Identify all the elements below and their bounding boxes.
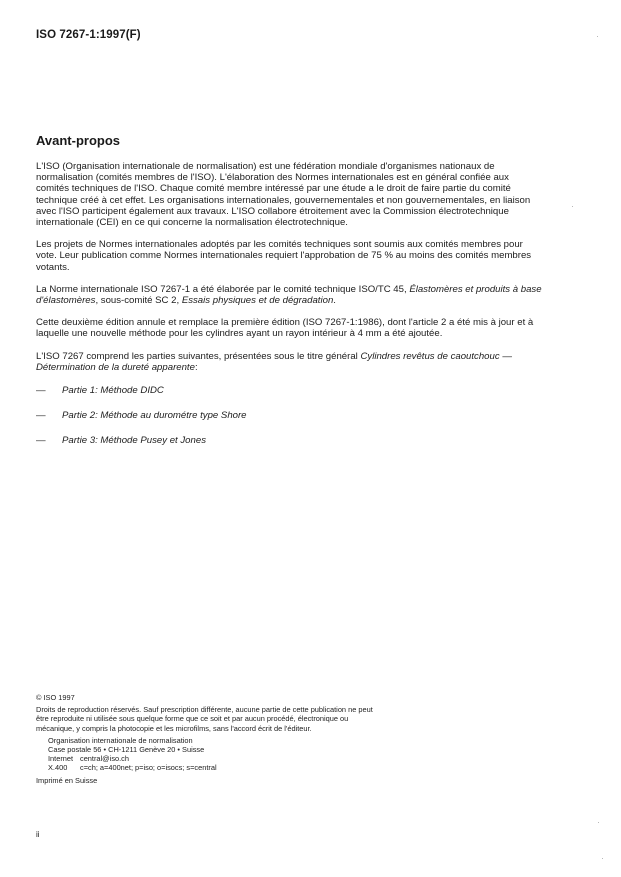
x400-value: c=ch; a=400net; p=iso; o=isocs; s=central <box>80 763 217 773</box>
organization-name: Organisation internationale de normalisation <box>48 735 193 745</box>
paragraph-edition: Cette deuxième édition annule et remplace la première édition (ISO 7267-1:1986), dont l'article 2 a été mis à jour et à laquelle une nouvelle méthode pour les cylindres ayant un rayon intérieur à 4 mm a été ajoutée. <box>36 317 534 340</box>
parts-intro-start: L'ISO 7267 comprend les parties suivantes, présentées sous le titre général <box>36 350 361 362</box>
list-dash: — <box>36 410 46 422</box>
postal-address: Case postale 56 • CH-1211 Genève 20 • Suisse <box>48 745 205 755</box>
parts-list <box>36 385 542 447</box>
list-item <box>36 435 542 446</box>
paragraph-voting: Les projets de Normes internationales adoptés par les comités techniques sont soumis aux comités membres pour vote. Leur publication comme Normes internationales requiert l'approbation de 75 % au moins des comités membres votants. <box>36 239 532 273</box>
part-label: Partie 1: Méthode DIDC <box>62 385 164 397</box>
section-heading: Avant-propos <box>36 133 121 148</box>
publisher-address <box>48 736 386 773</box>
scan-speck <box>602 858 603 859</box>
committee-text-start: La Norme internationale ISO 7267-1 a été élaborée par le comité technique ISO/TC 45, <box>36 283 410 295</box>
general-title: Cylindres revêtus de caoutchouc — Détermination de la dureté apparente <box>36 350 512 373</box>
document-id: ISO 7267-1:1997(F) <box>36 29 141 41</box>
parts-intro-end: : <box>194 361 198 373</box>
page-number: ii <box>36 830 40 839</box>
list-item <box>36 385 542 396</box>
committee-title: Élastomères et produits à base d'élastomères <box>36 283 542 307</box>
x400-row <box>48 763 386 772</box>
copyright-line: © ISO 1997 <box>36 693 75 702</box>
foreword-body <box>36 161 542 461</box>
internet-row <box>48 754 386 763</box>
internet-label: Internet <box>48 754 74 764</box>
scan-speck <box>572 206 573 207</box>
printed-in: Imprimé en Suisse <box>36 775 98 785</box>
committee-text-end: . <box>333 295 336 307</box>
x400-label: X.400 <box>48 763 68 773</box>
rights-notice: Droits de reproduction réservés. Sauf prescription différente, aucune partie de cette publication ne peut être reproduite ni utilisée sous quelque forme que ce soit et par aucun procédé, électronique ou mécanique, y compris la photocopie et les microfilms, sans l'accord écrit de l'éditeur. <box>36 705 373 733</box>
committee-text-mid: , sous-comité SC 2, <box>95 295 182 307</box>
subcommittee-title: Essais physiques et de dégradation <box>181 295 334 307</box>
scan-speck <box>597 36 598 37</box>
list-dash: — <box>36 385 46 397</box>
paragraph-iso-intro: L'ISO (Organisation internationale de normalisation) est une fédération mondiale d'organismes nationaux de normalisation (comités membres de l'ISO). L'élaboration des Normes internationales est en général confiée aux comités techniques de l'ISO. Chaque comité membre intéressé par une étude a le droit de faire partie du comité technique créé à cet effet. Les organisations internationales, gouvernementales et non gouvernementales, en liaison avec l'ISO participent également aux travaux. L'ISO collabore étroitement avec la Commission électrotechnique internationale (CEI) en ce qui concerne la normalisation électrotechnique. <box>36 161 531 229</box>
list-dash: — <box>36 435 46 447</box>
part-label: Partie 2: Méthode au durométre type Shore <box>62 410 247 422</box>
paragraph-committee <box>36 284 542 306</box>
part-label: Partie 3: Méthode Pusey et Jones <box>62 435 206 447</box>
internet-value: central@iso.ch <box>80 754 129 764</box>
list-item <box>36 410 542 421</box>
copyright-block <box>36 693 386 785</box>
paragraph-parts-intro <box>36 351 542 373</box>
scan-speck <box>598 822 599 823</box>
